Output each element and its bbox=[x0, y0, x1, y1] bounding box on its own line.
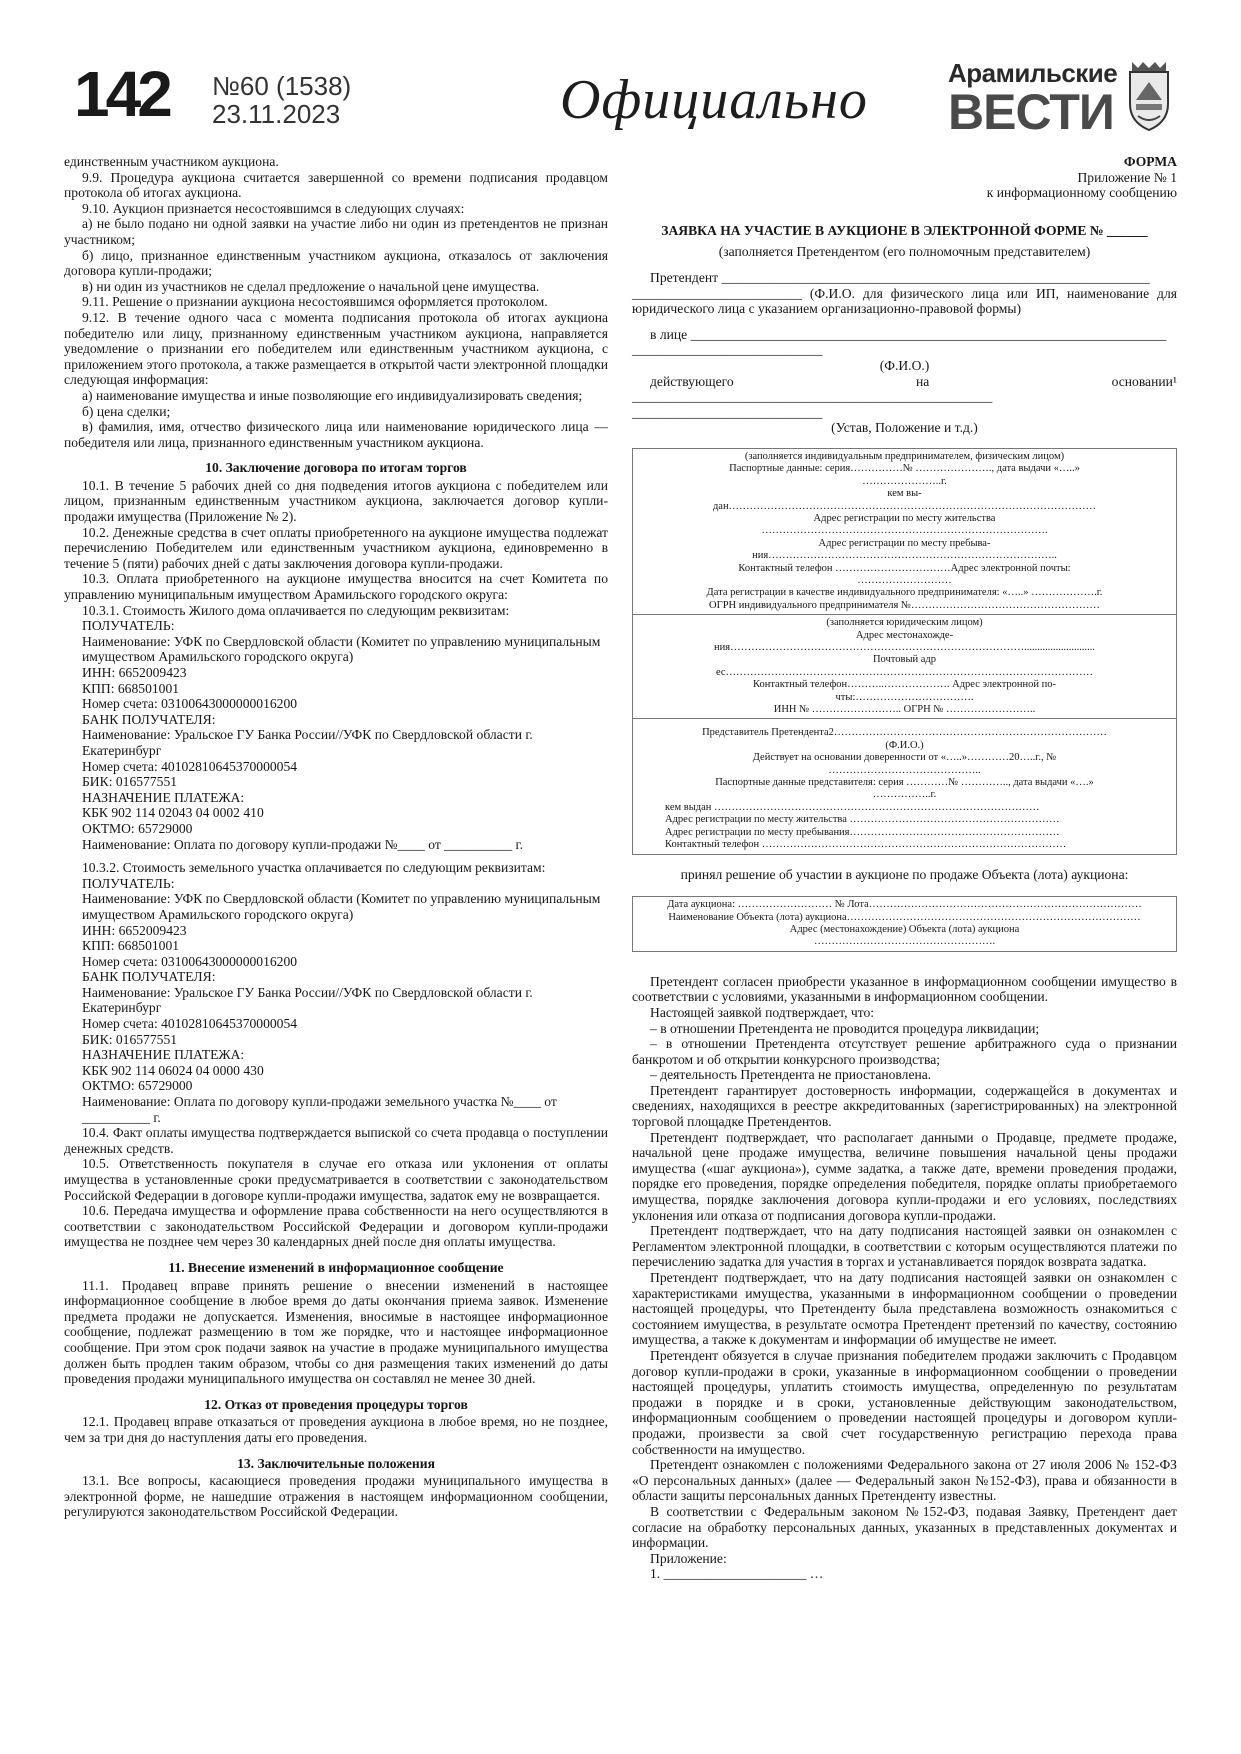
box-line: Паспортные данные представителя: серия …………№ ………….., дата выдачи «….» bbox=[715, 777, 1094, 789]
paragraph: 11.1. Продавец вправе принять решение о внесении изменений в настоящее информационное сообщение в любое время до даты окончания приема заявок. Изменение предмета продажи не допускается. Изменения, вносимые в настоящее информационное сообщение, подлежат размещению в том же порядке, что и настоящее информационное сообщение. При этом срок подачи заявок на участие в продаже муниципального имущества должен быть продлен таким образом, чтобы со дня размещения таких изменений до даты проведения продажи муниципального имущества он составлял не менее 30 дней. bbox=[64, 1277, 608, 1387]
issue-info bbox=[212, 72, 351, 128]
paragraph: а) наименование имущества и иные позволяющие его индивидуализировать сведения; bbox=[82, 387, 583, 403]
attachment-item: 1. _____________________ … bbox=[650, 1566, 824, 1582]
legal-entity-box bbox=[632, 615, 1177, 719]
page-number: 142 bbox=[74, 58, 169, 130]
detail-line: Номер счета: 03100643000000016200 bbox=[82, 696, 298, 712]
paragraph: 10.3. Оплата приобретенного на аукционе имущества вносится на счет Комитета по управлению муниципальным имуществом Арамильского городского округа: bbox=[64, 571, 608, 603]
city-crest-icon bbox=[1126, 60, 1172, 132]
detail-line: КБК 902 114 06024 04 0000 430 bbox=[82, 1062, 264, 1078]
left-column bbox=[64, 154, 608, 1520]
page-header bbox=[0, 0, 1241, 152]
box-line: Адрес регистрации по месту пребыва- bbox=[818, 537, 991, 549]
paragraph: Претендент согласен приобрести указанное в информационном сообщении имущество в соответствии с условиями, указанными в информационном сообщении. bbox=[632, 973, 1177, 1005]
box-line: (заполняется индивидуальным предпринимателем, физическим лицом) bbox=[744, 450, 1065, 462]
detail-line: БИК: 016577551 bbox=[82, 1031, 178, 1047]
form-label: ФОРМА bbox=[1123, 154, 1177, 169]
paragraph: 10.6. Передача имущества и оформление права собственности на него осуществляются в соответствии с законодательством Российской Федерации и договором купли-продажи имущества не позднее чем через 30 календарных дней после дня оплаты имущества. bbox=[64, 1203, 608, 1250]
paragraph: единственным участником аукциона. bbox=[64, 154, 279, 169]
paragraph: а) не было подано ни одной заявки на участие либо ни один из претендентов не признан участником; bbox=[64, 216, 608, 247]
issue-number: №60 (1538) bbox=[212, 71, 352, 101]
paragraph: – в отношении Претендента не проводится процедура ликвидации; bbox=[650, 1020, 1040, 1036]
detail-line: НАЗНАЧЕНИЕ ПЛАТЕЖА: bbox=[82, 789, 245, 805]
detail-line: НАЗНАЧЕНИЕ ПЛАТЕЖА: bbox=[82, 1047, 245, 1063]
paragraph: Претендент ознакомлен с положениями Федерального закона от 27 июля 2006 № 152-ФЗ «О персональных данных» (далее — Федеральный закон №152-ФЗ), права и обязанности в области защиты персональных данных Претенденту известны. bbox=[632, 1457, 1177, 1504]
paragraph: 10.3.1. Стоимость Жилого дома оплачивается по следующим реквизитам: bbox=[82, 602, 510, 618]
box-line: ния…………………………………………………………………………........................... bbox=[714, 642, 1095, 653]
detail-line: КПП: 668501001 bbox=[82, 680, 180, 696]
detail-line: КПП: 668501001 bbox=[82, 938, 180, 954]
box-line: Адрес регистрации по месту жительства …………………………………………………… bbox=[665, 814, 1060, 826]
detail-line: БАНК ПОЛУЧАТЕЛЯ: bbox=[82, 711, 216, 727]
logo-line2: ВЕСТИ bbox=[948, 84, 1114, 140]
box-line: Паспортные данные: серия……………№ …………………., дата выдачи «…..» bbox=[729, 463, 1080, 475]
logo-line1: Арамильские bbox=[948, 58, 1118, 88]
paragraph: 10.4. Факт оплаты имущества подтверждается выпиской со счета продавца о поступлении денежных средств. bbox=[64, 1125, 608, 1156]
box-line: Контактный телефон ……………………………Адрес электронной почты: bbox=[738, 562, 1071, 574]
box-line: Представитель Претендента2…………………………………………………………………… bbox=[702, 727, 1107, 739]
paragraph: б) цена сделки; bbox=[82, 403, 171, 419]
box-line: …………………..г. bbox=[862, 475, 947, 487]
detail-line: Номер счета: 40102810645370000054 bbox=[82, 1016, 298, 1032]
paragraph: 12.1. Продавец вправе отказаться от проведения аукциона в любое время, но не позднее, чем за три дня до наступления даты его проведения. bbox=[64, 1414, 608, 1445]
detail-line: ИНН: 6652009423 bbox=[82, 922, 187, 938]
box-line: Дата аукциона: ……………………… № Лота…………………………………………………………………… bbox=[667, 899, 1142, 911]
box-line: Контактный телефон………..………………. Адрес электронной по- bbox=[752, 679, 1057, 691]
representative-line: в лице ______________________________________________________________________ bbox=[650, 326, 1167, 342]
box-line: чты:……………………………. bbox=[835, 691, 974, 703]
box-line: …………………………………….. bbox=[828, 764, 981, 776]
basis-note: (Устав, Положение и т.д.) bbox=[831, 420, 978, 436]
box-line: (заполняется юридическим лицом) bbox=[826, 617, 983, 629]
box-line: Адрес регистрации по месту пребывания…………………………………………………… bbox=[665, 826, 1060, 838]
payment-details-land bbox=[64, 860, 608, 1125]
paragraph: 10.1. В течение 5 рабочих дней со дня подведения итогов аукциона с победителем или лицом, признанным единственным участником аукциона, заключается договор купли-продажи имущества (Приложение № 2). bbox=[64, 477, 608, 525]
payment-details-house bbox=[64, 603, 608, 853]
box-line: ……………………… bbox=[857, 574, 952, 586]
box-line: Действует на основании доверенности от «…..»…………20…..г., № bbox=[752, 752, 1057, 764]
paragraph: б) лицо, признанное единственным участником аукциона, отказалось от заключения договора купли-продажи; bbox=[64, 247, 608, 279]
paragraph: в) ни один из участников не сделал предложение о начальной цене имущества. bbox=[82, 278, 540, 294]
applicant-name-note: _________________________ (Ф.И.О. для физического лица или ИП, наименование для юридического лица с указанием организационно-правовой формы) bbox=[632, 285, 1177, 317]
box-line: Наименование Объекта (лота) аукциона………………………………………………………………………… bbox=[668, 911, 1141, 923]
right-column bbox=[632, 154, 1177, 1582]
box-line: Адрес (местонахождение) Объекта (лота) аукциона bbox=[789, 923, 1020, 935]
box-line: кем выдан ………………………………………………………………………………… bbox=[665, 801, 1040, 813]
paragraph: 9.9. Процедура аукциона считается завершенной со времени подписания продавцом протокола об итогах аукциона. bbox=[64, 169, 608, 201]
individual-box bbox=[632, 448, 1177, 615]
representative-box bbox=[632, 719, 1177, 854]
box-line: Адрес местонахожде- bbox=[855, 629, 954, 641]
paragraph: 9.12. В течение одного часа с момента подписания протокола об итогах аукциона победителю или лицу, признанному единственным участником аукциона, направляется уведомление о признании его победителем или единственным участником аукциона, с приложением этого протокола, а также размещается в открытой части электронной площадки следующая информация: bbox=[64, 309, 608, 388]
detail-line: БИК: 016577551 bbox=[82, 774, 178, 790]
appendix-sub: к информационному сообщению bbox=[986, 185, 1177, 201]
blank-line: ____________________________ bbox=[632, 342, 823, 358]
box-line: кем вы- bbox=[887, 488, 922, 500]
box-line: Почтовый адр bbox=[872, 654, 937, 666]
box-line: Дата регистрации в качестве индивидуального предпринимателя: «…..» ……………….г. bbox=[706, 587, 1103, 599]
paragraph: – в отношении Претендента отсутствует решение арбитражного суда о признании банкротом и об открытии конкурсного производства; bbox=[632, 1036, 1177, 1067]
applicant-line: Претендент _______________________________________________________________ bbox=[650, 269, 1150, 285]
section-title: Официально bbox=[560, 69, 868, 131]
detail-line: Наименование: Уральское ГУ Банка России//УФК по Свердловской области г. Екатеринбург bbox=[82, 727, 533, 758]
paragraph: Претендент обязуется в случае признания победителем продажи заключить с Продавцом договор купли-продажи в сроки, указанные в информационном сообщении о проведении настоящей процедуры, уплатить стоимость имущества, определенную по результатам продажи в порядке и в сроки, установленные действующим законодательством, информационным сообщением о проведении настоящей процедуры и договором купли-продажи, произвести за свой счет государственную регистрацию перехода права собственности на имущество. bbox=[632, 1347, 1177, 1457]
box-line: дан…………………………………………………………………………………………… bbox=[712, 500, 1097, 512]
box-line: ………………………………………………………………………. bbox=[761, 525, 1048, 537]
section-heading: 12. Отказ от проведения процедуры торгов bbox=[204, 1396, 468, 1412]
fio-note: (Ф.И.О.) bbox=[879, 357, 930, 373]
detail-line: Наименование: УФК по Свердловской области (Комитет по управлению муниципальным имуществом Арамильского городского округа) bbox=[82, 633, 601, 665]
box-line: ес…………………………………………………………………………………………… bbox=[715, 666, 1094, 678]
issue-date: 23.11.2023 bbox=[212, 99, 341, 129]
box-line: (Ф.И.О.) bbox=[885, 739, 924, 751]
paragraph: 13.1. Все вопросы, касающиеся проведения продажи муниципального имущества в электронной форме, не нашедшие отражения в настоящем информационном сообщении, регулируются законодательством Российской Федерации. bbox=[64, 1473, 608, 1520]
basis-line: действующего на основании¹ _____________________________________________________ bbox=[632, 373, 1177, 405]
decision-line: принял решение об участии в аукционе по продаже Объекта (лота) аукциона: bbox=[680, 866, 1129, 882]
paragraph: 10.5. Ответственность покупателя в случае его отказа или уклонения от оплаты имущества в установленные сроки предусматривается в соответствии с законодательством Российской Федерации в договоре купли-продажи имущества, задаток ему не возвращается. bbox=[64, 1156, 608, 1203]
paragraph: 10.2. Денежные средства в счет оплаты приобретенного на аукционе имущества подлежат перечислению Победителем или единственным участником аукциона, единовременно в течение 5 (пяти) рабочих дней с даты заключения договора купли-продажи. bbox=[64, 524, 608, 571]
lot-box bbox=[632, 896, 1177, 952]
box-line: ИНН № …………………….. ОГРН № …………………….. bbox=[773, 704, 1036, 716]
detail-line: Номер счета: 03100643000000016200 bbox=[82, 953, 298, 969]
section-heading: 10. Заключение договора по итогам торгов bbox=[205, 460, 467, 476]
detail-line: Наименование: Оплата по договору купли-продажи земельного участка №____ от __________ г. bbox=[82, 1094, 557, 1125]
paragraph: 9.10. Аукцион признается несостоявшимся в следующих случаях: bbox=[82, 200, 465, 216]
paragraph: Претендент подтверждает, что на дату подписания настоящей заявки он ознакомлен с характеристиками имущества, указанными в информационном сообщении о проведении настоящей процедуры, что Претенденту была представлена возможность ознакомиться с состоянием имущества, в результате осмотра Претендент претензий по качеству, состоянию имущества, а также к документам и информации об имуществе не имеет. bbox=[632, 1270, 1177, 1348]
box-line: ния……………………………………………………………………….. bbox=[752, 550, 1057, 562]
detail-line: ОКТМО: 65729000 bbox=[82, 1078, 193, 1094]
detail-line: ИНН: 6652009423 bbox=[82, 665, 187, 680]
detail-line: Номер счета: 40102810645370000054 bbox=[82, 758, 298, 774]
box-line: ……………………………………………. bbox=[813, 936, 996, 948]
detail-line: Наименование: Уральское ГУ Банка России//УФК по Свердловской области г. Екатеринбург bbox=[82, 984, 533, 1016]
detail-line: ПОЛУЧАТЕЛЬ: bbox=[82, 618, 175, 634]
section-heading: 11. Внесение изменений в информационное сообщение bbox=[168, 1259, 504, 1275]
paragraph: В соответствии с Федеральным законом №152-ФЗ, подавая Заявку, Претендент дает согласие на обработку персональных данных, указанных в представленных документах и информации. bbox=[632, 1503, 1177, 1551]
newspaper-logo bbox=[948, 60, 1118, 138]
fill-note: (заполняется Претендентом (его полномочным представителем) bbox=[718, 244, 1091, 260]
appendix-label: Приложение № 1 bbox=[1077, 169, 1177, 185]
paragraph: – деятельность Претендента не приостановлена. bbox=[650, 1067, 932, 1083]
detail-line: Наименование: УФК по Свердловской области (Комитет по управлению муниципальным имуществом Арамильского городского округа) bbox=[82, 891, 601, 922]
detail-line: ОКТМО: 65729000 bbox=[82, 820, 193, 836]
paragraph: Настоящей заявкой подтверждает, что: bbox=[650, 1004, 875, 1020]
box-line: ……………..г. bbox=[872, 789, 937, 801]
blank-line: ____________________________ bbox=[632, 404, 823, 420]
box-line: Контактный телефон …………………………………………………………………………… bbox=[665, 839, 1067, 851]
paragraph: Претендент подтверждает, что располагает данными о Продавце, предмете продаже, начальной цене продаже имущества, величине повышения начальной цены продажи имущества («шаг аукциона»), сумме задатка, а также дате, времени проведения продажи, порядке его проведения, порядке определения победителя, порядке оплаты приобретаемого имущества, порядке заключения договора купли-продажи и его условиях, последствиях уклонения или отказа от подписания договора купли-продажи. bbox=[632, 1129, 1177, 1223]
box-line: ОГРН индивидуального предпринимателя №……………………………………………… bbox=[709, 599, 1100, 611]
detail-line: Наименование: Оплата по договору купли-продажи №____ от __________ г. bbox=[82, 836, 523, 852]
box-line: Адрес регистрации по месту жительства bbox=[813, 512, 996, 524]
paragraph: 10.3.2. Стоимость земельного участка оплачивается по следующим реквизитам: bbox=[82, 860, 546, 876]
detail-line: КБК 902 114 02043 04 0002 410 bbox=[82, 805, 264, 821]
paragraph: 9.11. Решение о признании аукциона несостоявшимся оформляется протоколом. bbox=[82, 294, 548, 310]
paragraph: Претендент гарантирует достоверность информации, содержащейся в документах и сведениях, находящихся в реестре аккредитованных (зарегистрированных) на электронной торговой площадке Претендентов. bbox=[632, 1082, 1177, 1130]
detail-line: ПОЛУЧАТЕЛЬ: bbox=[82, 875, 175, 891]
attachment-label: Приложение: bbox=[650, 1550, 727, 1566]
detail-line: БАНК ПОЛУЧАТЕЛЯ: bbox=[82, 969, 216, 985]
paragraph: Претендент подтверждает, что на дату подписания настоящей заявки он ознакомлен с Регламентом электронной площадки, в соответствии с которым осуществляются платежи по перечислению задатка для участия в торгах и устанавливается порядок возврата задатка. bbox=[632, 1223, 1177, 1270]
section-heading: 13. Заключительные положения bbox=[237, 1455, 435, 1471]
paragraph: в) фамилия, имя, отчество физического лица или наименование юридического лица — победителя или лица, признанного единственным участником аукциона. bbox=[64, 419, 608, 450]
application-title: ЗАЯВКА НА УЧАСТИЕ В АУКЦИОНЕ В ЭЛЕКТРОННОЙ ФОРМЕ № ______ bbox=[661, 222, 1148, 238]
